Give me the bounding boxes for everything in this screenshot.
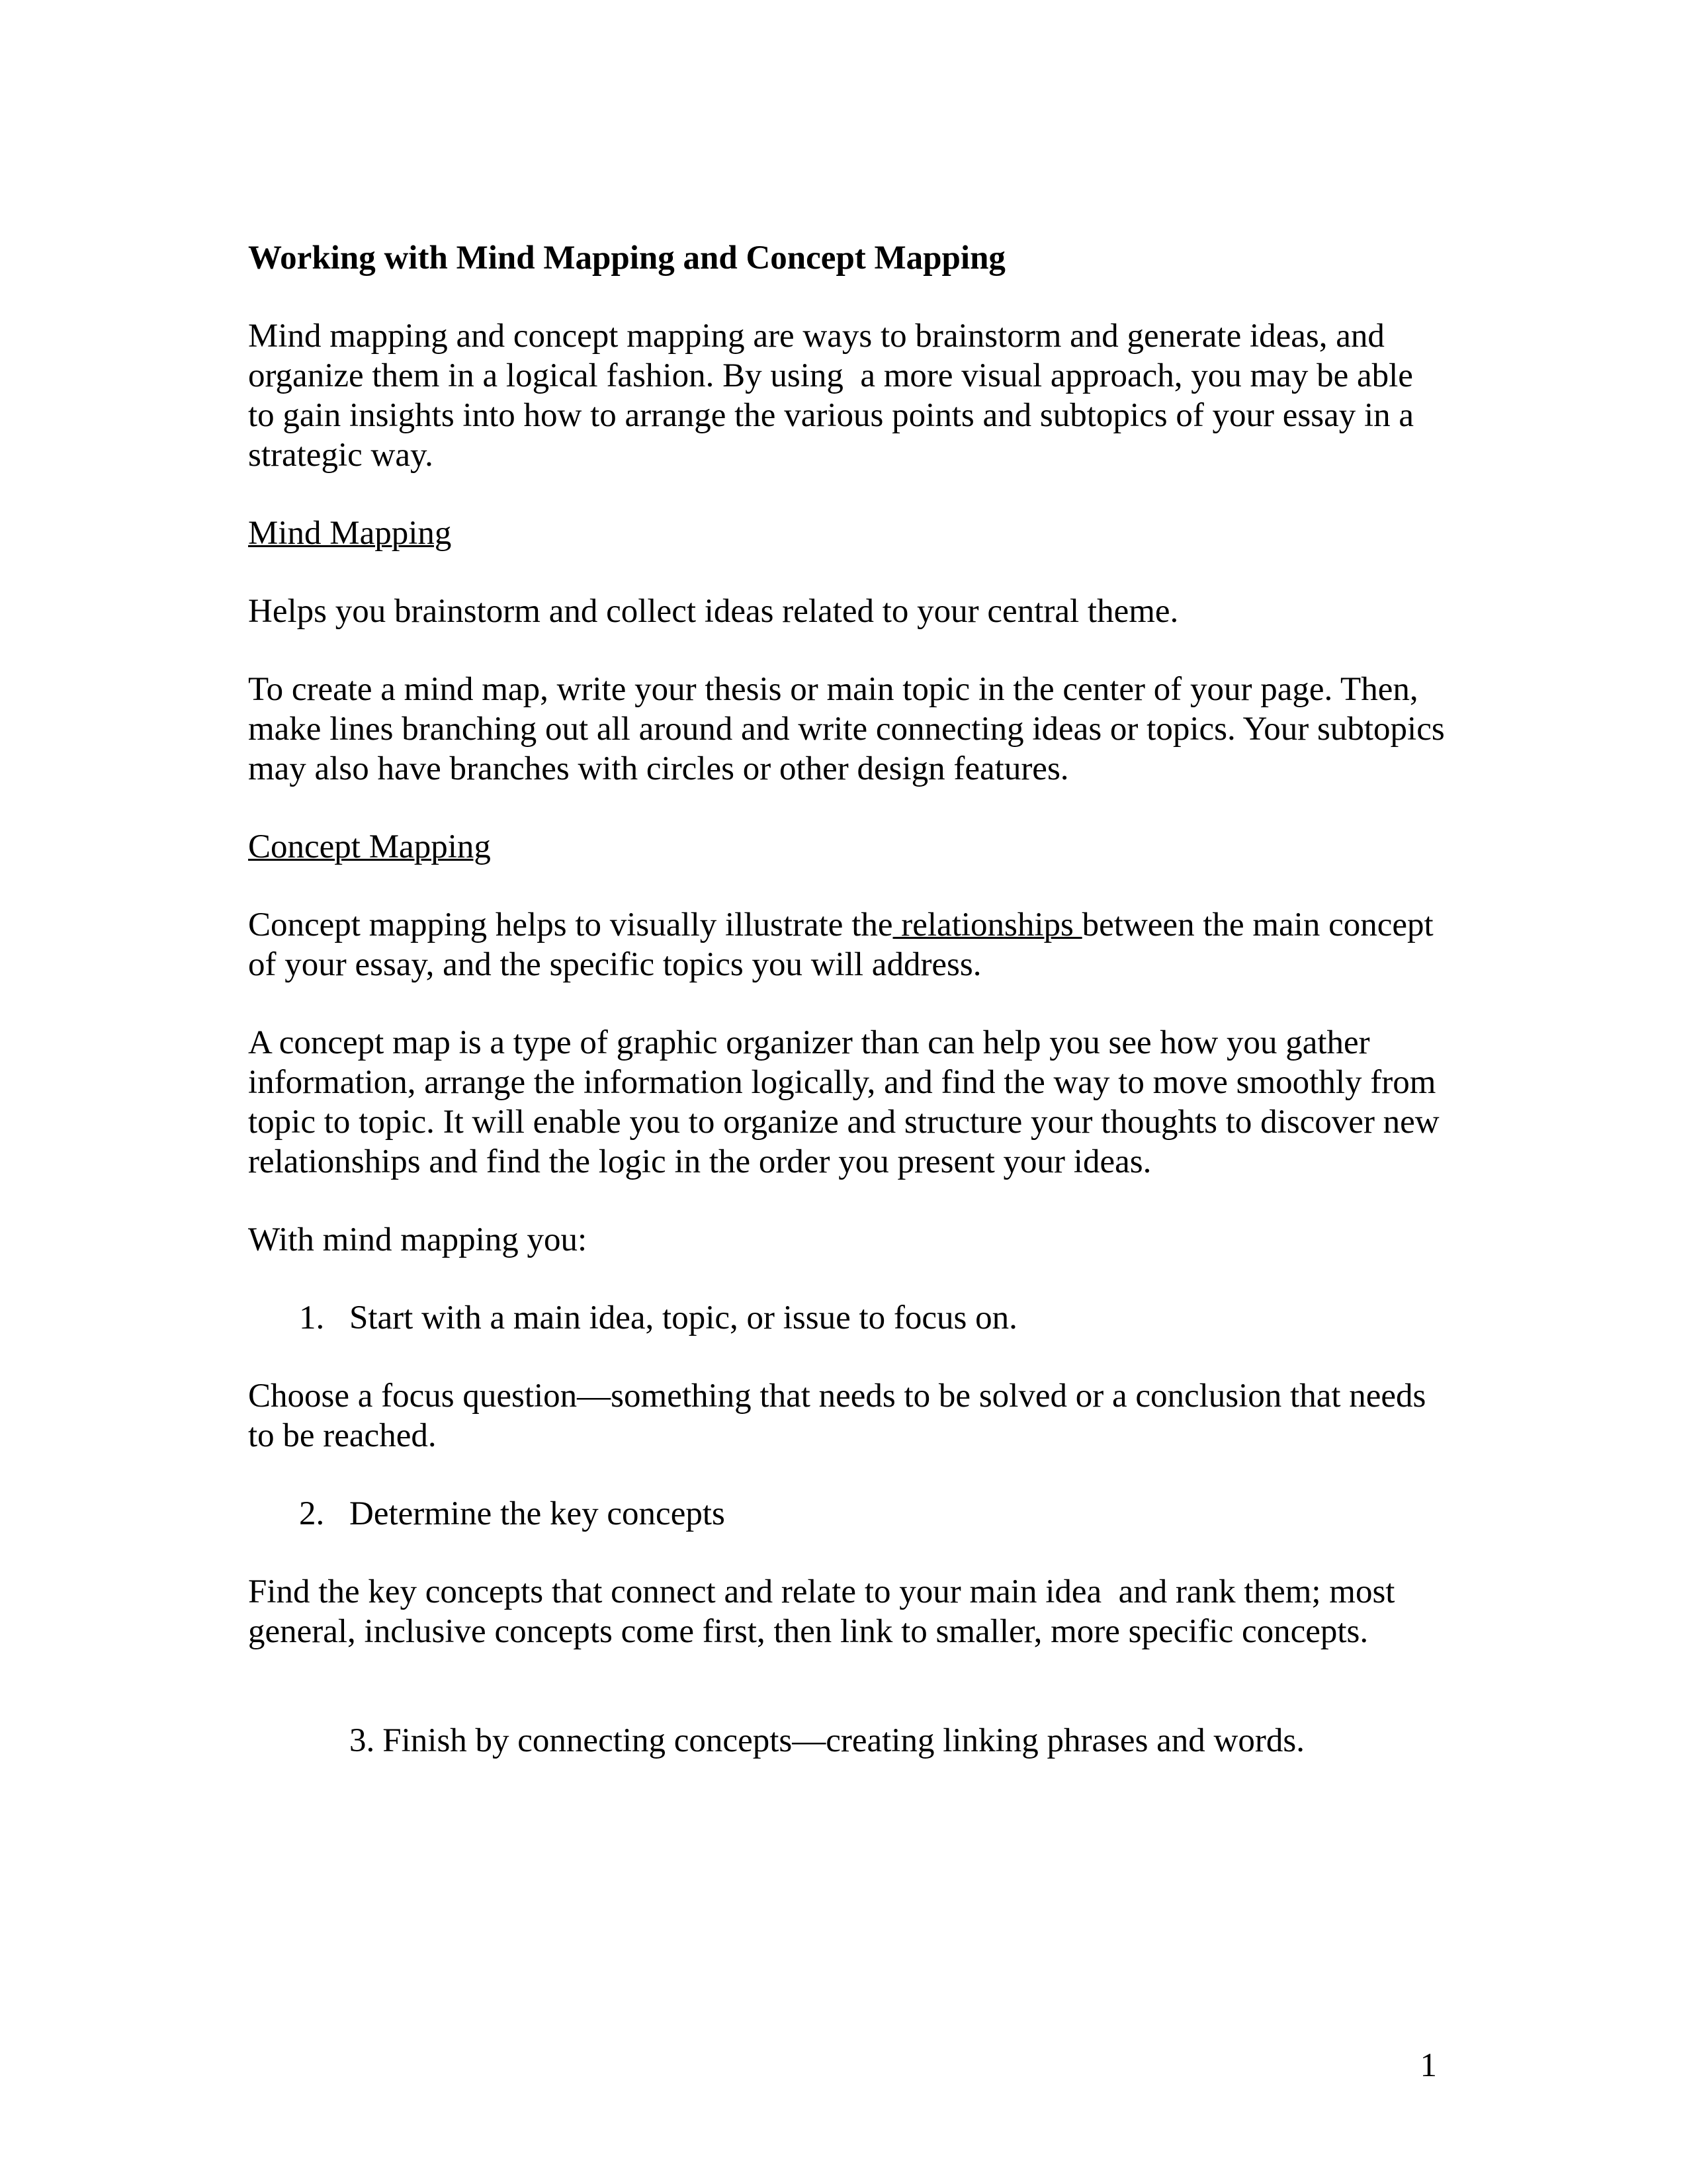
intro-paragraph: Mind mapping and concept mapping are ways to brainstorm and generate ideas, and organize them in a logical fashion. By using a more visual approach, you may be able to gain insights into how to arrange the various points and subtopics of your essay in a strategic way.: [248, 318, 1422, 474]
list-item-2-number: 2.: [299, 1495, 325, 1532]
mind-mapping-paragraph-1: Helps you brainstorm and collect ideas related to your central theme.: [248, 593, 1179, 630]
step-1-detail-paragraph: Choose a focus question—something that needs to be solved or a conclusion that needs to be reached.: [248, 1377, 1435, 1454]
list-item-1-number: 1.: [299, 1299, 325, 1336]
concept-mapping-paragraph-1: [248, 905, 1446, 984]
steps-intro-line: With mind mapping you:: [248, 1221, 587, 1258]
concept-paragraph-pre-text: Concept mapping helps to visually illustrate the: [248, 906, 893, 943]
section-heading-mind-mapping: Mind Mapping: [248, 515, 452, 552]
list-item-3-text: Finish by connecting concepts—creating linking phrases and words.: [382, 1722, 1305, 1759]
list-item-2-text: Determine the key concepts: [349, 1495, 725, 1532]
numbered-list-item-3: [349, 1721, 1446, 1761]
concept-paragraph-post-text: between the main concept of your essay, and the specific topics you will address.: [248, 906, 1442, 983]
page-number: 1: [1420, 2047, 1437, 2084]
list-item-1-text: Start with a main idea, topic, or issue to focus on.: [349, 1299, 1017, 1336]
numbered-list-item-2: [299, 1494, 1446, 1534]
list-item-3-number: 3.: [349, 1722, 375, 1759]
numbered-list-item-1: [299, 1298, 1446, 1338]
mind-mapping-paragraph-2: To create a mind map, write your thesis or main topic in the center of your page. Then, make lines branching out all around and write connecting ideas or topics. Your subtopics may also have branches with circles or other design features.: [248, 671, 1453, 787]
concept-mapping-paragraph-2: A concept map is a type of graphic organizer than can help you see how you gather information, arrange the information logically, and find the way to move smoothly from topic to topic. It will enable you to organize and structure your thoughts to discover new relationships and find the logic in the order you present your ideas.: [248, 1024, 1448, 1180]
underlined-word-relationships: relationships: [892, 906, 1082, 943]
section-heading-concept-mapping: Concept Mapping: [248, 828, 491, 865]
document-title: Working with Mind Mapping and Concept Mapping: [248, 240, 1006, 277]
step-2-detail-paragraph: Find the key concepts that connect and relate to your main idea and rank them; most general, inclusive concepts come first, then link to smaller, more specific concepts.: [248, 1573, 1404, 1650]
